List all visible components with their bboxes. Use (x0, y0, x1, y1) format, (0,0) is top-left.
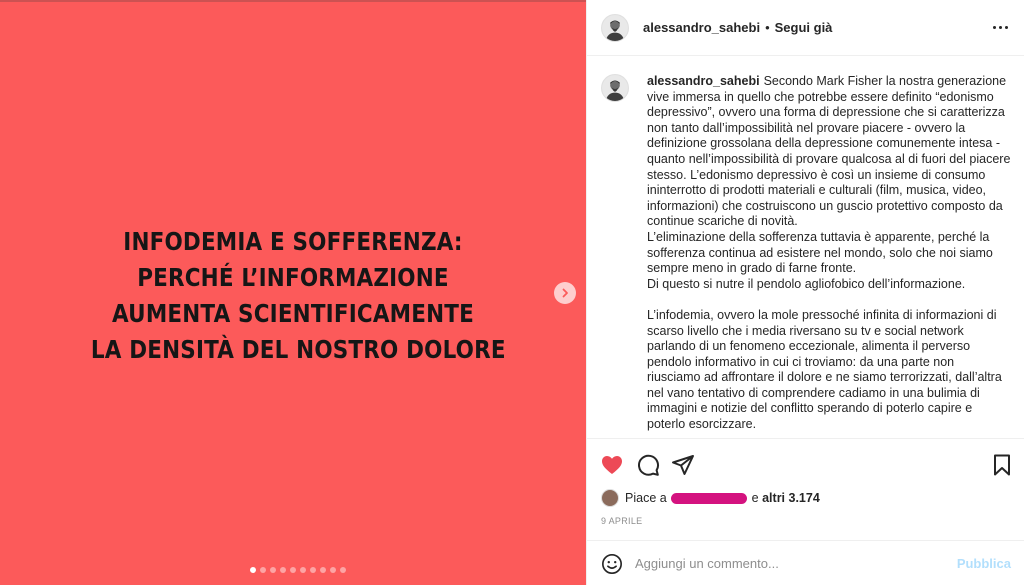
user-avatar-icon (602, 15, 628, 41)
carousel-dot (250, 567, 256, 573)
post-side-panel (586, 0, 1024, 585)
caption-text (647, 74, 1011, 433)
header-separator: • (765, 20, 770, 35)
liker-avatar (601, 489, 619, 507)
carousel-dot (330, 567, 336, 573)
headline-line: LA DENSITÀ DEL NOSTRO DOLORE (90, 335, 506, 364)
dot-icon (999, 26, 1002, 29)
user-avatar-icon (602, 75, 628, 101)
carousel-dot (290, 567, 296, 573)
carousel-dot (260, 567, 266, 573)
likes-others-link[interactable]: altri 3.174 (762, 491, 820, 505)
caption-paragraph: L’eliminazione della sofferenza tuttavia è apparente, perché la sofferenza continua ad esistere nel mondo, solo che noi siamo sempre meno in grado di farne fronte. (647, 229, 993, 276)
caption-scroll-area[interactable] (587, 57, 1024, 438)
comment-icon[interactable] (636, 453, 660, 477)
carousel-indicator (250, 567, 346, 573)
next-slide-button[interactable] (554, 282, 576, 304)
headline-line: PERCHÉ L’INFORMAZIONE (137, 263, 449, 292)
carousel-dot (310, 567, 316, 573)
header-username[interactable]: alessandro_sahebi (643, 20, 761, 35)
caption-paragraph: Di questo si nutre il pendolo agliofobico dell’informazione. (647, 276, 966, 291)
caption-paragraph: Secondo Mark Fisher la nostra generazione vive immersa in quello che potrebbe essere definito “edonismo depressivo”, ovvero una forma di depressione che si caratterizza non tanto dall’impossibilità nel provare piacere - ovvero la definizione grossolana della depressione comunemente intesa - quanto nell’impossibilità di provare qualcosa al di fuori del piacere stesso. L’edonismo depressivo è così un insieme di consumo ininterrotto di prodotti materiali e culturali (film, musica, video, informazioni) che costruiscono un guscio protettivo composto da continue scariche di novità. (647, 74, 1011, 229)
chevron-right-icon (559, 287, 571, 299)
post-date[interactable]: 9 APRILE (601, 516, 643, 526)
likes-prefix: Piace a (625, 491, 667, 505)
avatar[interactable] (601, 74, 629, 102)
carousel-dot (270, 567, 276, 573)
caption-spacer (647, 292, 1011, 308)
post-actions (587, 438, 1024, 548)
caption (601, 74, 1011, 432)
more-options-button[interactable] (991, 18, 1009, 36)
emoji-icon[interactable] (601, 553, 623, 575)
likes-text (625, 491, 820, 505)
dot-icon (993, 26, 996, 29)
carousel-dot (280, 567, 286, 573)
caption-paragraph: L’infodemia, ovvero la mole pressoché infinita di informazioni di scarso livello che i media riversano su tv e social network parlando di un fenomeno eccezionale, alimenta il perverso pendolo informativo in cui ci troviamo: da una parte non riusciamo ad affrontare il dolore e ne siamo terrorizzati, dall’altra nel vano tentativo di comprendere cadiamo in una bulimia di immagini e notizie del conflitto sperando di poterlo capire e poterlo esorcizzare. (647, 307, 1002, 432)
carousel-dot (320, 567, 326, 573)
follow-button[interactable]: Segui già (774, 20, 833, 35)
carousel-dot (300, 567, 306, 573)
avatar[interactable] (601, 14, 629, 42)
publish-button[interactable]: Pubblica (956, 556, 1011, 571)
heart-filled-icon[interactable] (600, 453, 624, 477)
post-header (587, 0, 1024, 56)
comment-bar (587, 540, 1024, 585)
bookmark-icon[interactable] (990, 453, 1014, 477)
carousel-dot (340, 567, 346, 573)
likes-suffix: e (751, 491, 759, 505)
headline-line: INFODEMIA E SOFFERENZA: (123, 227, 463, 256)
likes-summary[interactable] (601, 489, 820, 507)
media-top-border (0, 0, 586, 2)
dot-icon (1005, 26, 1008, 29)
comment-input[interactable] (635, 553, 935, 573)
share-icon[interactable] (671, 453, 695, 477)
headline-line: AUMENTA SCIENTIFICAMENTE (112, 299, 474, 328)
redacted-username (671, 493, 747, 504)
post-headline (90, 224, 506, 368)
caption-username[interactable]: alessandro_sahebi (647, 74, 760, 88)
